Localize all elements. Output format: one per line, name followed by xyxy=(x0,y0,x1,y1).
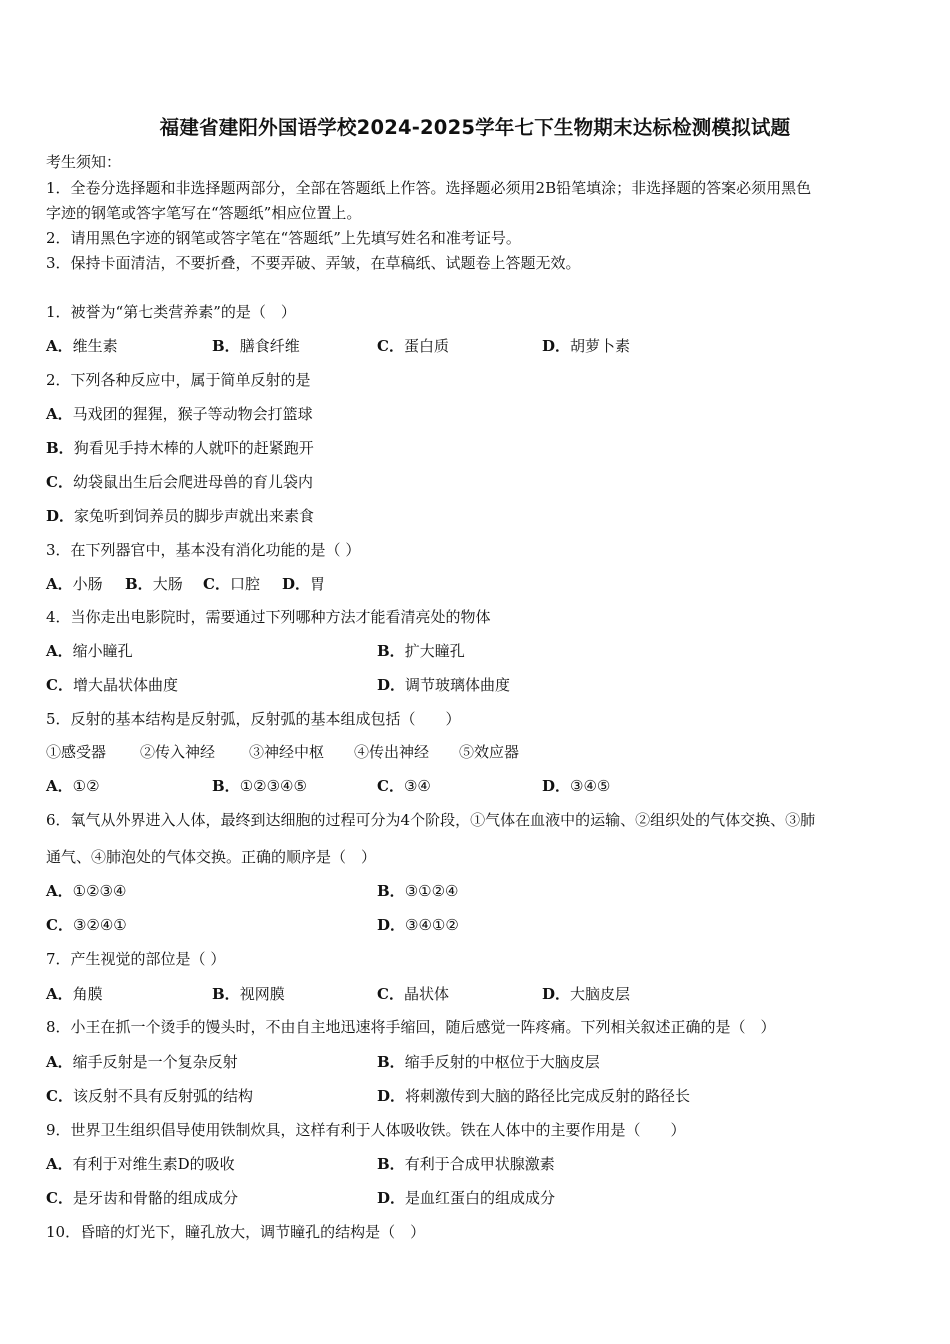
option: A．马戏团的猩猩，猴子等动物会打篮球 xyxy=(46,405,313,423)
option: B．狗看见手持木棒的人就吓的赶紧跑开 xyxy=(46,439,314,457)
option: D．③④①② xyxy=(377,916,459,934)
question-stem: 8．小王在抓一个烫手的馒头时，不由自主地迅速将手缩回，随后感觉一阵疼痛。下列相关叙述正确的是（ ） xyxy=(46,1018,776,1036)
option: B．视网膜 xyxy=(212,985,285,1003)
option: C．增大晶状体曲度 xyxy=(46,676,178,694)
notice-heading: 考生须知： xyxy=(46,153,122,171)
option: B．扩大瞳孔 xyxy=(377,642,465,660)
option: C．③②④① xyxy=(46,916,127,934)
question-stem: 5．反射的基本结构是反射弧，反射弧的基本组成包括（ ） xyxy=(46,710,461,728)
question-stem: 2．下列各种反应中，属于简单反射的是 xyxy=(46,371,311,389)
question-stem: 4．当你走出电影院时，需要通过下列哪种方法才能看清亮处的物体 xyxy=(46,608,491,626)
option: C．口腔 xyxy=(203,575,260,593)
option: D．家兔听到饲养员的脚步声就出来素食 xyxy=(46,507,315,525)
option: B．膳食纤维 xyxy=(212,337,300,355)
option: D．调节玻璃体曲度 xyxy=(377,676,511,694)
option: D．将刺激传到大脑的路径比完成反射的路径长 xyxy=(377,1087,691,1105)
option: D．胃 xyxy=(282,575,326,593)
page-title: 福建省建阳外国语学校2024-2025学年七下生物期末达标检测模拟试题 xyxy=(159,116,791,139)
reflex-part: ③神经中枢 xyxy=(249,743,325,761)
option: C．③④ xyxy=(377,777,431,795)
question-stem-cont: 通气、④肺泡处的气体交换。正确的顺序是（ ） xyxy=(46,848,377,866)
option: A．缩手反射是一个复杂反射 xyxy=(46,1053,238,1071)
option: D．是血红蛋白的组成成分 xyxy=(377,1189,556,1207)
option: A．维生素 xyxy=(46,337,118,355)
option: B．有利于合成甲状腺激素 xyxy=(377,1155,555,1173)
option: C．幼袋鼠出生后会爬进母兽的育儿袋内 xyxy=(46,473,313,491)
question-stem: 1．被誉为“第七类营养素”的是（ ） xyxy=(46,303,296,321)
question-stem: 3．在下列器官中，基本没有消化功能的是（ ） xyxy=(46,541,361,559)
option: C．该反射不具有反射弧的结构 xyxy=(46,1087,253,1105)
option: D．③④⑤ xyxy=(542,777,611,795)
option: A．小肠 xyxy=(46,575,103,593)
option: D．大脑皮层 xyxy=(542,985,631,1003)
option: B．大肠 xyxy=(125,575,183,593)
reflex-part: ⑤效应器 xyxy=(459,743,520,761)
option: C．是牙齿和骨骼的组成成分 xyxy=(46,1189,238,1207)
option: B．①②③④⑤ xyxy=(212,777,307,795)
option: B．缩手反射的中枢位于大脑皮层 xyxy=(377,1053,600,1071)
option: D．胡萝卜素 xyxy=(542,337,631,355)
notice-line-2: 2．请用黑色字迹的钢笔或答字笔在“答题纸”上先填写姓名和准考证号。 xyxy=(46,229,521,247)
notice-line-1b: 字迹的钢笔或答字笔写在“答题纸”相应位置上。 xyxy=(46,204,362,222)
reflex-part: ②传入神经 xyxy=(140,743,216,761)
question-stem: 10．昏暗的灯光下，瞳孔放大，调节瞳孔的结构是（ ） xyxy=(46,1223,426,1241)
option: B．③①②④ xyxy=(377,882,459,900)
reflex-part: ①感受器 xyxy=(46,743,107,761)
question-stem: 6．氧气从外界进入人体，最终到达细胞的过程可分为4个阶段，①气体在血液中的运输、②组织处的气体交换、③肺 xyxy=(46,811,816,829)
option: A．角膜 xyxy=(46,985,103,1003)
question-stem: 7．产生视觉的部位是（ ） xyxy=(46,950,226,968)
notice-line-3: 3．保持卡面清洁，不要折叠，不要弄破、弄皱，在草稿纸、试题卷上答题无效。 xyxy=(46,254,581,272)
option: A．缩小瞳孔 xyxy=(46,642,133,660)
option: A．①②③④ xyxy=(46,882,127,900)
option: C．晶状体 xyxy=(377,985,449,1003)
option: A．有利于对维生素D的吸收 xyxy=(46,1155,235,1173)
option: A．①② xyxy=(46,777,100,795)
option: C．蛋白质 xyxy=(377,337,449,355)
reflex-part: ④传出神经 xyxy=(354,743,430,761)
question-stem: 9．世界卫生组织倡导使用铁制炊具，这样有利于人体吸收铁。铁在人体中的主要作用是（ ） xyxy=(46,1121,686,1139)
notice-line-1a: 1．全卷分选择题和非选择题两部分，全部在答题纸上作答。选择题必须用2B铅笔填涂；非选择题的答案必须用黑色 xyxy=(46,179,812,197)
